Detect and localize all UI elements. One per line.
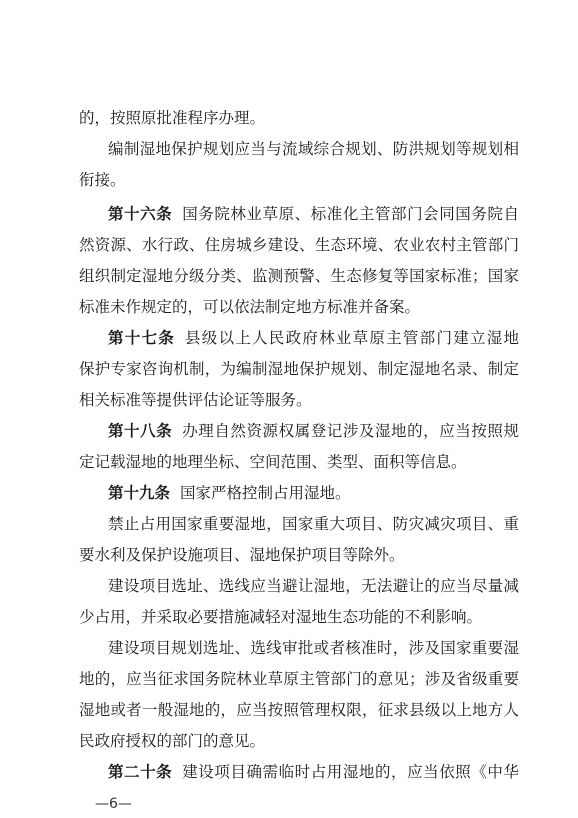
text-line: 然资源、水行政、住房城乡建设、生态环境、农业农村主管部门 — [79, 236, 519, 254]
text-line: 标准未作规定的，可以依法制定地方标准并备案。 — [79, 298, 421, 316]
text-span: 县级以上人民政府林业草原主管部门建立湿地 — [185, 329, 519, 347]
text-line: 地的，应当征求国务院林业草原主管部门的意见；涉及省级重要 — [79, 670, 519, 688]
article-18-line — [108, 421, 519, 441]
article-16-label: 第十六条 — [108, 204, 173, 223]
text-line: 衔接。 — [79, 171, 126, 189]
text-line: 编制湿地保护规划应当与流域综合规划、防洪规划等规划相 — [108, 140, 519, 158]
text-span: 国务院林业草原、标准化主管部门会同国务院自 — [182, 205, 519, 223]
text-line: 建设项目规划选址、选线审批或者核准时，涉及国家重要湿 — [108, 639, 519, 657]
text-line: 要水利及保护设施项目、湿地保护项目等除外。 — [79, 546, 405, 564]
text-line: 民政府授权的部门的意见。 — [79, 732, 266, 750]
article-16-line — [108, 204, 519, 224]
article-18-label: 第十八条 — [108, 421, 173, 440]
text-span: 办理自然资源权属登记涉及湿地的，应当按照规 — [182, 422, 519, 440]
page-number: —6— — [95, 796, 132, 812]
text-line: 的，按照原批准程序办理。 — [79, 109, 266, 127]
text-line: 建设项目选址、选线应当避让湿地，无法避让的应当尽量减 — [108, 577, 519, 595]
text-line: 少占用，并采取必要措施减轻对湿地生态功能的不利影响。 — [79, 608, 483, 626]
text-line: 禁止占用国家重要湿地，国家重大项目、防灾减灾项目、重 — [108, 515, 519, 533]
article-19-label: 第十九条 — [108, 483, 171, 502]
article-20-line — [108, 762, 519, 782]
text-line: 相关标准等提供评估论证等服务。 — [79, 391, 312, 409]
article-17-label: 第十七条 — [108, 328, 176, 347]
text-span: 国家严格控制占用湿地。 — [180, 484, 351, 502]
text-line: 湿地或者一般湿地的，应当按照管理权限，征求县级以上地方人 — [79, 701, 519, 719]
text-line: 组织制定湿地分级分类、监测预警、生态修复等国家标准；国家 — [79, 267, 519, 285]
text-line: 保护专家咨询机制，为编制湿地保护规划、制定湿地名录、制定 — [79, 360, 519, 378]
text-line: 定记载湿地的地理坐标、空间范围、类型、面积等信息。 — [79, 453, 467, 471]
text-span: 建设项目确需临时占用湿地的，应当依照《中华 — [182, 763, 519, 781]
article-17-line — [108, 328, 519, 348]
article-19-line — [108, 483, 519, 503]
article-20-label: 第二十条 — [108, 762, 173, 781]
